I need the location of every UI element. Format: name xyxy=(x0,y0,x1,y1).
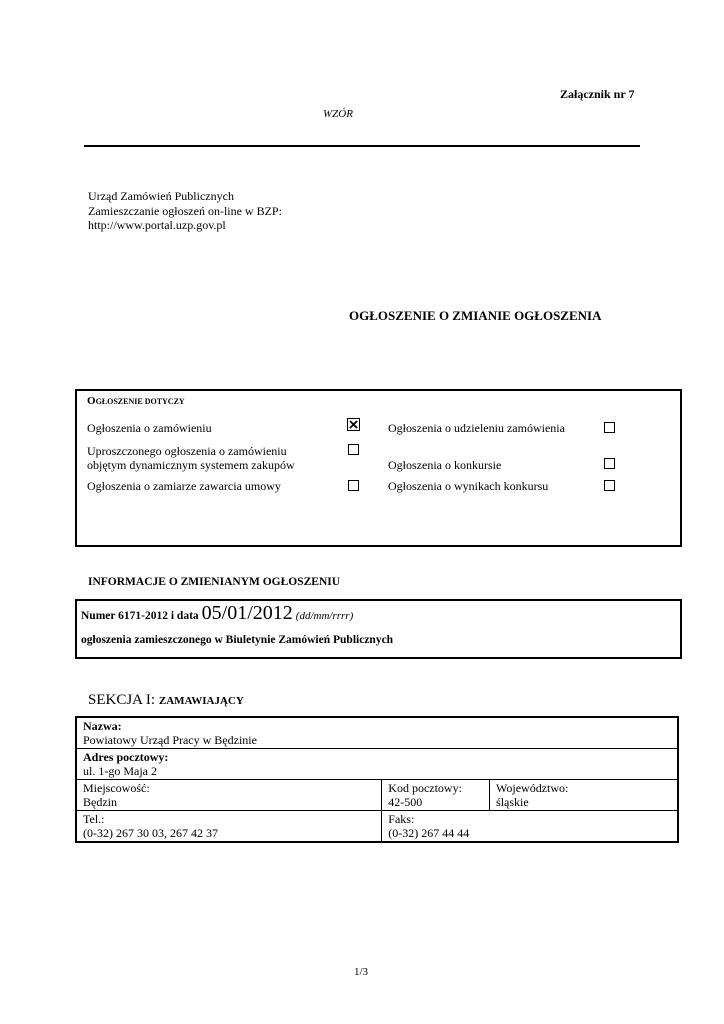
page-number: 1/3 xyxy=(354,966,369,978)
address-line-2: Zamieszczanie ogłoszeń on-line w BZP: xyxy=(88,203,282,218)
table-row xyxy=(76,749,678,780)
voivodeship-value: śląskie xyxy=(496,795,529,809)
contracting-authority-table xyxy=(75,716,679,843)
checkbox-contract-notice[interactable] xyxy=(347,418,360,431)
postcode-value: 42-500 xyxy=(388,795,423,809)
notice-concerns-heading xyxy=(87,395,185,407)
fax-label: Faks: xyxy=(388,812,415,826)
checkbox-award-notice[interactable] xyxy=(604,422,615,433)
notice-date: 05/01/2012 xyxy=(201,602,293,624)
phone-value: (0-32) 267 30 03, 267 42 37 xyxy=(83,826,218,840)
name-label: Nazwa: xyxy=(83,719,122,733)
date-format-hint: (dd/mm/rrrr) xyxy=(295,610,354,622)
voivodeship-cell xyxy=(490,780,678,811)
checkbox-contest-notice[interactable] xyxy=(604,458,615,469)
phone-label: Tel.: xyxy=(83,812,105,826)
city-label: Miejscowość: xyxy=(83,781,150,795)
section-1-title xyxy=(88,692,244,709)
checkbox-simplified-notice[interactable] xyxy=(348,444,359,455)
notice-number-label: Numer 6171-2012 i data xyxy=(81,610,199,622)
simplified-notice-line-2: objętym dynamicznym systemem zakupów xyxy=(87,458,295,472)
name-value: Powiatowy Urząd Pracy w Będzinie xyxy=(83,733,257,747)
address-line-3: http://www.portal.uzp.gov.pl xyxy=(88,218,226,232)
fax-cell xyxy=(382,811,678,843)
checkbox-intent-notice[interactable] xyxy=(348,480,359,491)
option-contest-results-label: Ogłoszenia o wynikach konkursu xyxy=(388,479,549,493)
option-award-notice-label: Ogłoszenia o udzieleniu zamówienia xyxy=(388,421,565,435)
changed-notice-heading: INFORMACJE O ZMIENIANYM OGŁOSZENIU xyxy=(88,576,341,588)
table-row xyxy=(76,717,678,749)
phone-cell xyxy=(76,811,382,843)
option-simplified-notice-label xyxy=(87,444,295,472)
checkbox-contest-results[interactable] xyxy=(604,480,615,491)
postcode-cell xyxy=(382,780,490,811)
table-row xyxy=(76,780,678,811)
postcode-label: Kod pocztowy: xyxy=(388,781,462,795)
heading-rest: GŁOSZENIE DOTYCZY xyxy=(95,397,185,406)
table-row xyxy=(76,811,678,843)
check-x-icon xyxy=(349,420,358,429)
header-divider xyxy=(84,145,640,147)
name-cell xyxy=(76,717,678,749)
option-intent-notice-label: Ogłoszenia o zamiarze zawarcia umowy xyxy=(87,479,281,493)
section-1-title-small: ZAMAWIAJĄCY xyxy=(158,695,244,707)
simplified-notice-line-1: Uproszczonego ogłoszenia o zamówieniu xyxy=(87,444,287,458)
publication-line: ogłoszenia zamieszczonego w Biuletynie Zamówień Publicznych xyxy=(81,634,394,646)
template-label: WZÓR xyxy=(323,108,353,120)
recipient-address xyxy=(88,189,282,233)
option-contest-notice-label: Ogłoszenia o konkursie xyxy=(388,458,502,472)
address-value: ul. 1-go Maja 2 xyxy=(83,764,157,778)
option-contract-notice-label: Ogłoszenia o zamówieniu xyxy=(87,421,212,435)
document-title: OGŁOSZENIE O ZMIANIE OGŁOSZENIA xyxy=(349,308,602,323)
voivodeship-label: Województwo: xyxy=(496,781,569,795)
address-line-1: Urząd Zamówień Publicznych xyxy=(88,189,234,203)
annex-label: Załącznik nr 7 xyxy=(560,87,635,101)
city-cell xyxy=(76,780,382,811)
section-1-title-main: SEKCJA I: xyxy=(88,692,159,708)
fax-value: (0-32) 267 44 44 xyxy=(388,826,470,840)
heading-initial: O xyxy=(87,395,96,407)
address-cell xyxy=(76,749,678,780)
notice-number-line xyxy=(81,602,353,625)
address-label: Adres pocztowy: xyxy=(83,750,169,764)
city-value: Będzin xyxy=(83,795,117,809)
